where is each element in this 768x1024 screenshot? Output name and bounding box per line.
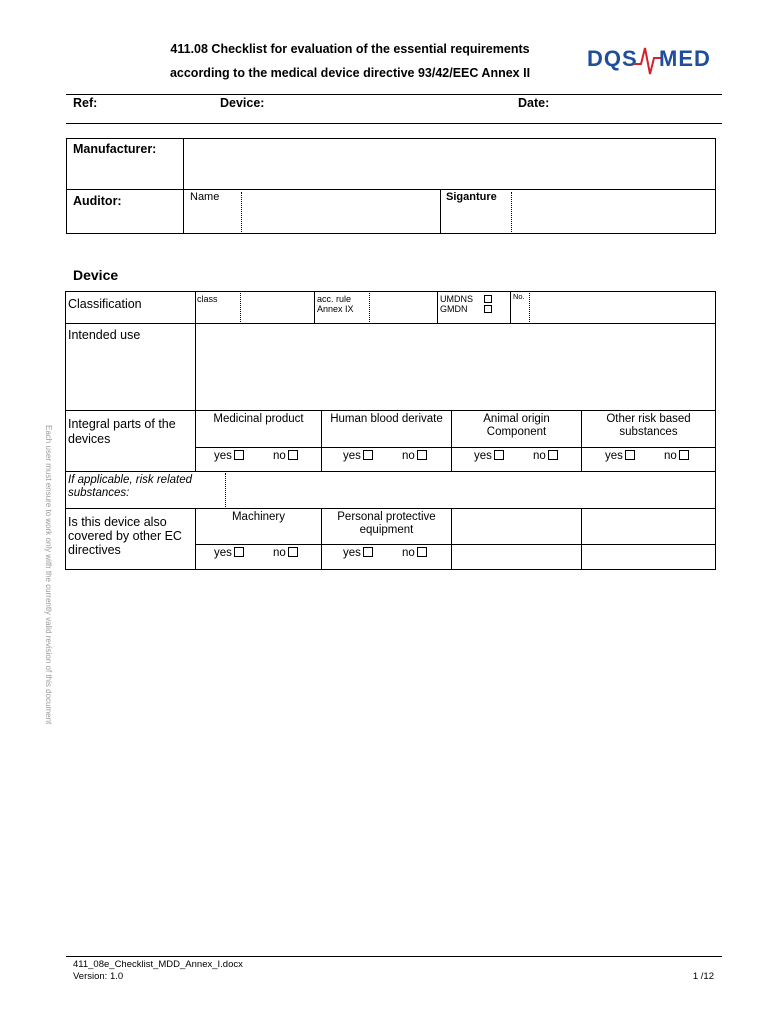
blood-yes — [343, 450, 373, 462]
dotted-divider — [369, 293, 370, 322]
umdns-label: UMDNS — [440, 294, 473, 304]
integral-col-medicinal — [196, 413, 321, 426]
animal-no — [533, 450, 558, 462]
umdns-checkbox[interactable] — [484, 295, 492, 303]
yes-label: yes — [474, 450, 492, 462]
no-answer-label: no — [273, 547, 286, 559]
integral-col-animal — [452, 413, 581, 439]
acc-rule-field[interactable] — [371, 292, 435, 322]
col-header-line: Machinery — [231, 511, 286, 523]
ppe-yes — [343, 547, 373, 559]
footer-page-number: 1 /12 — [692, 971, 714, 982]
ppe-no — [402, 547, 427, 559]
animal-yes — [474, 450, 504, 462]
blood-no — [402, 450, 427, 462]
dotted-divider — [511, 192, 512, 232]
gmdn-checkbox[interactable] — [484, 305, 492, 313]
other-risk-yes-checkbox[interactable] — [625, 450, 635, 460]
dotted-divider — [240, 293, 241, 322]
yes-label: yes — [605, 450, 623, 462]
col-header-line: Other risk based — [606, 413, 691, 425]
ec-col-ppe — [322, 511, 451, 537]
integral-col-blood — [322, 413, 451, 426]
yes-label: yes — [343, 547, 361, 559]
risk-substances-label-line-1: If applicable, risk related — [68, 474, 193, 486]
medicinal-no — [273, 450, 298, 462]
col-header-line: Human blood derivate — [330, 413, 443, 425]
table-row-line — [65, 410, 716, 411]
signature-label: Siganture — [446, 191, 497, 203]
table-divider — [66, 189, 716, 190]
no-answer-label: no — [273, 450, 286, 462]
animal-yes-checkbox[interactable] — [494, 450, 504, 460]
other-risk-no — [664, 450, 689, 462]
other-ec-label-line-3: directives — [68, 543, 121, 557]
side-validity-note: Each user must ensure to work only with the currently valid revision of this document — [44, 425, 53, 725]
other-risk-yes — [605, 450, 635, 462]
integral-parts-label-line-2: devices — [68, 432, 111, 446]
no-label: No. — [513, 292, 525, 301]
dqs-med-logo — [587, 44, 719, 76]
animal-no-checkbox[interactable] — [548, 450, 558, 460]
logo-text-right: MED — [659, 46, 711, 71]
table-divider — [440, 189, 441, 234]
risk-substances-field[interactable] — [228, 472, 715, 508]
col-header-line: Medicinal product — [213, 413, 304, 425]
col-header-line: Component — [486, 426, 547, 438]
ppe-yes-checkbox[interactable] — [363, 547, 373, 557]
classification-label: Classification — [68, 297, 142, 311]
intended-use-field[interactable] — [196, 324, 715, 410]
medicinal-yes — [214, 450, 244, 462]
machinery-yes — [214, 547, 244, 559]
header-top-rule — [66, 94, 722, 95]
no-answer-label: no — [533, 450, 546, 462]
dotted-divider — [241, 192, 242, 232]
table-col-line — [510, 291, 511, 323]
date-label: Date: — [518, 96, 550, 110]
auditor-name-field[interactable] — [244, 191, 438, 233]
dotted-divider — [529, 293, 530, 322]
annex-label: Annex IX — [317, 304, 354, 314]
yes-label: yes — [343, 450, 361, 462]
other-risk-no-checkbox[interactable] — [679, 450, 689, 460]
device-label: Device: — [220, 96, 265, 110]
auditor-signature-field[interactable] — [514, 191, 714, 233]
col-header-line: equipment — [359, 524, 414, 536]
no-answer-label: no — [402, 547, 415, 559]
ec-col-machinery — [196, 511, 321, 524]
blood-yes-checkbox[interactable] — [363, 450, 373, 460]
class-field[interactable] — [242, 292, 312, 322]
header-bottom-rule — [66, 123, 722, 124]
table-col-line — [314, 291, 315, 323]
no-answer-label: no — [664, 450, 677, 462]
gmdn-label: GMDN — [440, 304, 468, 314]
other-ec-label-line-2: covered by other EC — [68, 529, 182, 543]
machinery-yes-checkbox[interactable] — [234, 547, 244, 557]
manufacturer-field[interactable] — [184, 139, 715, 189]
footer-rule — [66, 956, 722, 957]
table-col-line — [437, 291, 438, 323]
col-header-line: substances — [619, 426, 678, 438]
logo-text-left: DQS — [587, 46, 638, 71]
other-ec-label-line-1: Is this device also — [68, 515, 167, 529]
intended-use-label: Intended use — [68, 328, 141, 342]
acc-rule-label: acc. rule — [317, 294, 352, 304]
footer-version: Version: 1.0 — [73, 971, 124, 982]
medicinal-yes-checkbox[interactable] — [234, 450, 244, 460]
machinery-no — [273, 547, 298, 559]
number-field[interactable] — [531, 292, 715, 322]
class-label: class — [197, 294, 218, 304]
no-answer-label: no — [402, 450, 415, 462]
machinery-no-checkbox[interactable] — [288, 547, 298, 557]
name-label: Name — [190, 191, 220, 203]
auditor-label: Auditor: — [73, 194, 122, 208]
yes-label: yes — [214, 547, 232, 559]
device-section-heading: Device — [73, 267, 119, 283]
table-row-line — [195, 447, 716, 448]
yes-label: yes — [214, 450, 232, 462]
dotted-divider — [225, 473, 226, 507]
footer-filename: 411_08e_Checklist_MDD_Annex_I.docx — [73, 959, 243, 970]
col-header-line: Personal protective — [337, 511, 436, 523]
ec-col-empty-2[interactable] — [582, 509, 715, 569]
integral-col-other-risk — [582, 413, 715, 439]
integral-parts-label-line-1: Integral parts of the — [68, 417, 176, 431]
medicinal-no-checkbox[interactable] — [288, 450, 298, 460]
ppe-no-checkbox[interactable] — [417, 547, 427, 557]
risk-substances-label-line-2: substances: — [68, 487, 130, 499]
manufacturer-label: Manufacturer: — [73, 142, 157, 156]
blood-no-checkbox[interactable] — [417, 450, 427, 460]
ec-col-empty-1[interactable] — [452, 509, 581, 569]
col-header-line: Animal origin — [483, 413, 550, 425]
document-title-line-1: 411.08 Checklist for evaluation of the essential requirements — [170, 42, 530, 56]
ref-label: Ref: — [73, 96, 98, 110]
document-title-line-2: according to the medical device directive 93/42/EEC Annex II — [169, 66, 531, 80]
